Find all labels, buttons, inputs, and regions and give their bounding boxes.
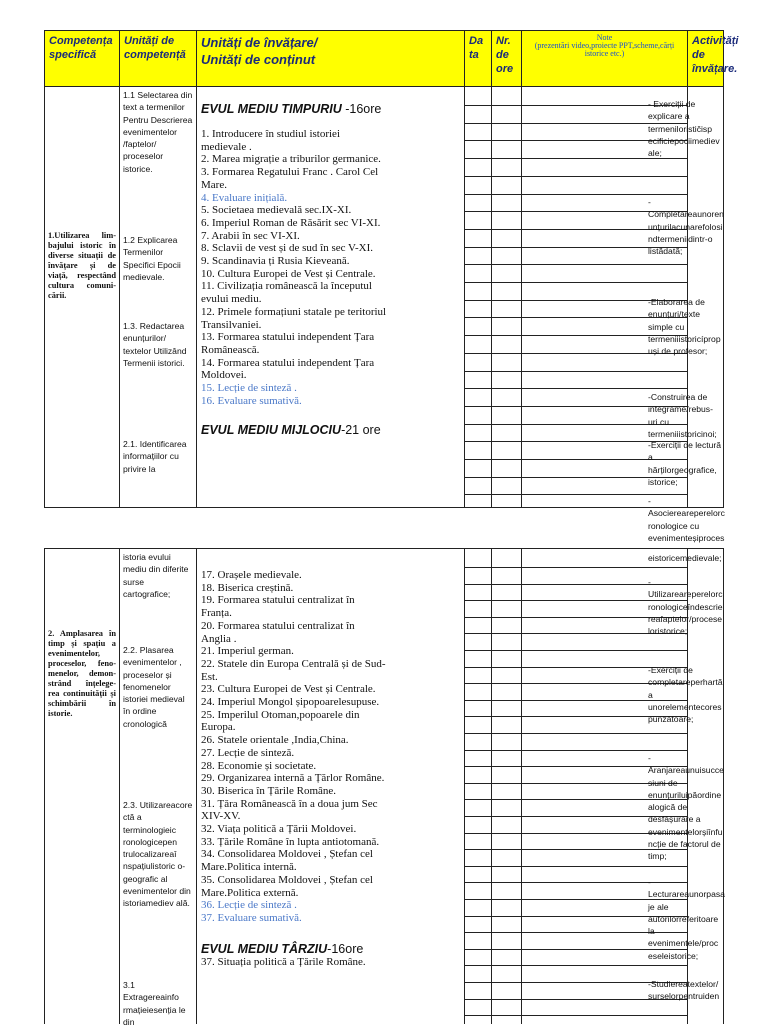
grid-line (465, 700, 491, 701)
grid-line (492, 849, 521, 850)
lesson-item: evului mediu. (201, 293, 262, 306)
grid-line (492, 300, 521, 301)
header-nr-ore: Nr. de ore (492, 31, 522, 87)
grid-line (492, 899, 521, 900)
plan-table-2 (44, 548, 724, 1027)
lesson-item: 37. Situația politică a Țările Române. (201, 955, 366, 968)
lesson-item: 9. Scandinavia ți Rusia Kieveană. (201, 255, 350, 268)
grid-line (522, 1015, 687, 1016)
grid-line (465, 833, 491, 834)
data-column (465, 87, 492, 507)
lesson-item: Românească. (201, 343, 260, 356)
section-title (201, 942, 460, 956)
section-title (201, 423, 460, 437)
header-data: Da ta (465, 31, 492, 87)
unitate-competenta: 1.1 Selectarea din text a termenilor Pentru Descrierea evenimentelor /faptelor/ proceselor istorice. (123, 90, 193, 174)
unitate-competenta: 3.1 Extragereainfo rmațieiesenția le din (123, 980, 186, 1027)
activitate-item: -Exerciții de lectură a hărțilorgeografice, istorice; (648, 440, 722, 487)
grid-line (492, 140, 521, 141)
competenta-cell (45, 549, 120, 1024)
continut-cell (197, 87, 465, 507)
grid-line (465, 247, 491, 248)
lesson-item: 24. Imperiul Mongol șipopoarelesupuse. (201, 696, 380, 709)
grid-line (492, 158, 521, 159)
lesson-item: 12. Primele formațiuni statale pe teritoriul (201, 305, 387, 318)
grid-line (465, 783, 491, 784)
grid-line (465, 123, 491, 124)
grid-line (465, 816, 491, 817)
lesson-item: 6. Imperiul Roman de Răsărit sec VI-XI. (201, 216, 381, 229)
unitate-competenta: 1.2 Explicarea Termenilor Specifici Epocii medievale. (123, 235, 181, 282)
grid-line (492, 477, 521, 478)
lesson-list (201, 128, 460, 407)
lesson-item: Mare.Politica externă. (201, 886, 299, 899)
grid-line (465, 459, 491, 460)
grid-line (465, 733, 491, 734)
lesson-item: 20. Formarea statului centralizat în (201, 619, 355, 632)
grid-line (465, 567, 491, 568)
section-title (201, 102, 460, 116)
grid-line (465, 441, 491, 442)
competenta-text: 1.Utilizarea lim- bajului istoric în diverse situații de învățare și de viață, respectând cultura comuni- cării. (48, 231, 116, 300)
header-unitati-invatare (197, 31, 465, 87)
grid-line (465, 282, 491, 283)
lesson-item: 8. Sclavii de vest și de sud în sec V-XI. (201, 242, 374, 255)
grid-line (492, 335, 521, 336)
activitate-item: - Aranjareaunuisucce siuni de enunțuriluipăordine alogică de desfășurare a evenimentelorșiînfu ncție de factorul de timp; (648, 753, 724, 862)
lesson-item: 23. Cultura Europei de Vest și Centrale. (201, 683, 376, 696)
competenta-cell (45, 87, 120, 507)
lesson-item: 10. Cultura Europei de Vest și Centrale. (201, 267, 376, 280)
grid-line (492, 229, 521, 230)
grid-line (465, 584, 491, 585)
grid-line (465, 477, 491, 478)
grid-line (492, 123, 521, 124)
activitate-item: -Construirea de integrame/rebus- uri cu termeniiistoricinoi; (648, 392, 717, 439)
grid-line (465, 750, 491, 751)
lesson-item: 33. Țările Române în lupta antiotomană. (201, 835, 380, 848)
grid-line (465, 965, 491, 966)
grid-line (465, 633, 491, 634)
unitate-competenta: 2.2. Plasarea evenimentelor , proceselor și fenomenelor istoriei medieval în ordine cronologică (123, 645, 185, 729)
continut-cell (197, 549, 465, 1024)
grid-line (492, 999, 521, 1000)
grid-line (465, 949, 491, 950)
lesson-item: 11. Civilizația românească la începutul (201, 280, 372, 293)
section-name: EVUL MEDIU TÂRZIU (201, 941, 328, 956)
grid-line (492, 783, 521, 784)
grid-line (492, 982, 521, 983)
section-hours: -16ore (345, 102, 382, 116)
header-competenta: Competența specifică (45, 31, 120, 87)
lesson-item: 16. Evaluare sumativă. (201, 394, 302, 407)
grid-line (465, 211, 491, 212)
lesson-item: Europa. (201, 721, 236, 734)
grid-line (492, 650, 521, 651)
grid-line (492, 866, 521, 867)
grid-line (465, 105, 491, 106)
grid-line (492, 766, 521, 767)
lesson-item: 3. Formarea Regatului Franc . Carol Cel (201, 166, 379, 179)
lesson-item: 2. Marea migrație a triburilor germanice. (201, 153, 381, 166)
lesson-item: 21. Imperiul german. (201, 645, 294, 658)
lesson-item: 35. Consolidarea Moldovei , Ștefan cel (201, 873, 373, 886)
grid-line (492, 494, 521, 495)
lesson-item: 32. Viața politică a Țării Moldovei. (201, 823, 357, 836)
grid-line (465, 799, 491, 800)
grid-line (492, 932, 521, 933)
activitati-list (648, 98, 725, 544)
grid-line (492, 600, 521, 601)
grid-line (465, 766, 491, 767)
grid-line (465, 866, 491, 867)
lesson-item: Est. (201, 670, 218, 683)
grid-line (492, 949, 521, 950)
lesson-item: Transilvaniei. (201, 318, 262, 331)
grid-line (465, 388, 491, 389)
grid-line (492, 816, 521, 817)
grid-line (492, 716, 521, 717)
grid-line (492, 441, 521, 442)
grid-line (492, 733, 521, 734)
grid-line (465, 371, 491, 372)
lesson-item: medievale . (201, 140, 252, 153)
lesson-item: Mare. (201, 178, 227, 191)
grid-line (465, 353, 491, 354)
grid-line (492, 965, 521, 966)
nr-ore-column (492, 87, 522, 507)
lesson-item: Moldovei. (201, 369, 247, 382)
activitate-item: -Studiereatextelor/ surselorpentruiden (648, 979, 720, 1002)
grid-line (465, 229, 491, 230)
lesson-item: 18. Biserica creștină. (201, 581, 294, 594)
grid-line (492, 683, 521, 684)
grid-line (492, 105, 521, 106)
header-activitati: Activități de învățare. (692, 35, 739, 75)
grid-line (465, 600, 491, 601)
lesson-item: 22. Statele din Europa Centrală și de Sud- (201, 657, 386, 670)
grid-line (465, 667, 491, 668)
grid-line (465, 317, 491, 318)
grid-line (492, 667, 521, 668)
grid-line (492, 424, 521, 425)
grid-line (492, 247, 521, 248)
grid-line (492, 371, 521, 372)
grid-line (492, 264, 521, 265)
header-note (522, 31, 688, 87)
grid-line (465, 176, 491, 177)
unitati-competenta-cell (120, 87, 197, 507)
grid-line (465, 158, 491, 159)
lesson-item: 30. Biserica în Țările Române. (201, 784, 337, 797)
grid-line (465, 716, 491, 717)
grid-line (465, 264, 491, 265)
unitati-competenta-cell (120, 549, 197, 1027)
grid-line (492, 176, 521, 177)
data-column (465, 549, 492, 1024)
grid-line (465, 140, 491, 141)
lesson-item: 28. Economie și societate. (201, 759, 317, 772)
activitate-item: - Utilizareareperelorc ronologiceîndescrie reafaptelor/procese loristorice; (648, 577, 723, 637)
grid-line (465, 849, 491, 850)
nr-ore-column (492, 549, 522, 1024)
grid-line (492, 916, 521, 917)
grid-line (492, 750, 521, 751)
grid-line (492, 194, 521, 195)
section-name: EVUL MEDIU TIMPURIU (201, 102, 342, 116)
grid-line (492, 700, 521, 701)
lesson-item: 14. Formarea statului independent Țara (201, 356, 375, 369)
lesson-item: 19. Formarea statului centralizat în (201, 594, 355, 607)
unitate-competenta: istoria evului mediu din diferite surse cartografice; (123, 552, 189, 599)
lesson-item: 13. Formarea statului independent Țara (201, 331, 375, 344)
lesson-item: 17. Orașele medievale. (201, 569, 302, 581)
lesson-item: 29. Organizarea internă a Țărlor Române. (201, 772, 385, 785)
grid-line (492, 799, 521, 800)
grid-line (465, 683, 491, 684)
competenta-text: 2. Amplasarea în timp și spațiu a evenimentelor, proceselor, feno- menelor, demon- strând înțelege- rea continuității și schimbării în istorie. (48, 629, 116, 718)
header-unitati-invatare-line2: Unități de conținut (201, 52, 316, 67)
header-note-title: Note (596, 33, 613, 42)
grid-line (465, 335, 491, 336)
activitate-item: eistoricemedievale; (648, 553, 722, 563)
lesson-item: 5. Societaea medievală sec.IX-XI. (201, 204, 352, 217)
grid-line (465, 650, 491, 651)
grid-line (492, 211, 521, 212)
grid-line (492, 317, 521, 318)
lesson-item: 25. Imperilul Otoman,popoarele din (201, 708, 360, 721)
lesson-list (201, 569, 460, 925)
grid-line (492, 406, 521, 407)
grid-line (492, 282, 521, 283)
grid-line (492, 633, 521, 634)
grid-line (492, 353, 521, 354)
activitate-item: - Asociereareperelorc ronologice cu evenimenteșiproces (648, 496, 725, 543)
unitate-competenta: 2.3. Utilizareacore ctă a terminologieic ronologicepen trulocalizareaî nspațiulistoric o-geografic al evenimentelor din istoriamediev ală. (123, 800, 193, 909)
lesson-item: Mare.Politica internă. (201, 861, 297, 874)
grid-line (465, 882, 491, 883)
activitate-item: - Exerciții de explicare a termenilorističisp ecificiepociimediev ale; (648, 99, 720, 159)
lesson-item: 1. Introducere în studiul istoriei (201, 128, 340, 140)
lesson-item: 31. Țăra Românească în a doua jum Sec (201, 797, 378, 810)
unitate-competenta: 2.1. Identificarea informațiilor cu privire la (123, 439, 187, 474)
grid-line (465, 999, 491, 1000)
activitate-item: - Completareaunoren unțurilacunarefolosi ndtermeniidintr-o listădată; (648, 197, 724, 257)
lesson-item: XIV-XV. (201, 810, 241, 823)
grid-line (465, 194, 491, 195)
grid-line (465, 494, 491, 495)
lesson-item: Franța. (201, 607, 232, 620)
header-unitati-competenta: Unități de competență (120, 31, 197, 87)
plan-table-1 (44, 30, 739, 508)
section-hours: -16ore (327, 941, 364, 956)
grid-line (492, 567, 521, 568)
lesson-item: 4. Evaluare inițială. (201, 191, 288, 204)
lesson-item: 15. Lecție de sinteză . (201, 382, 297, 395)
grid-line (465, 406, 491, 407)
lesson-item: Anglia . (201, 632, 237, 645)
activitate-item: - Lecturareaunorpasa je ale autorilorreferitoare la evenimentele/proc eseleistorice; (648, 877, 725, 961)
table-header (45, 31, 739, 87)
section-hours: -21 ore (341, 423, 381, 438)
grid-line (465, 916, 491, 917)
lesson-item: 37. Evaluare sumativă. (201, 911, 302, 924)
lesson-item: 36. Lecție de sinteză . (201, 899, 297, 912)
grid-line (492, 882, 521, 883)
grid-line (465, 300, 491, 301)
grid-line (492, 584, 521, 585)
activitati-list (648, 552, 725, 1003)
header-unitati-invatare-line1: Unități de învățare/ (201, 35, 318, 50)
grid-line (492, 833, 521, 834)
header-note-body: (prezentări video,proiecte PPT,scheme,cărți istorice etc.) (534, 41, 675, 58)
lesson-item: 27. Lecție de sinteză. (201, 746, 295, 759)
grid-line (492, 459, 521, 460)
lesson-item: 26. Statele orientale ,India,China. (201, 734, 349, 747)
grid-line (492, 388, 521, 389)
grid-line (465, 899, 491, 900)
section-name: EVUL MEDIU MIJLOCIU (201, 423, 342, 438)
grid-line (492, 1015, 521, 1016)
grid-line (465, 617, 491, 618)
grid-line (465, 932, 491, 933)
grid-line (465, 982, 491, 983)
grid-line (465, 1015, 491, 1016)
lesson-item: 7. Arabii în sec VI-XI. (201, 229, 300, 242)
lesson-item: 34. Consolidarea Moldovei , Ștefan cel (201, 848, 373, 861)
grid-line (465, 424, 491, 425)
activitate-item: -Elaborarea de enunțuri/texte simple cu termeniiistoricíprop uși de profesor; (648, 297, 721, 357)
grid-line (492, 617, 521, 618)
unitate-competenta: 1.3. Redactarea enunțurilor/ textelor Utilizând Termenii istorici. (123, 321, 187, 368)
activitate-item: -Exerciții de completareperhartă a unorelementecores punzătoare; (648, 665, 723, 725)
